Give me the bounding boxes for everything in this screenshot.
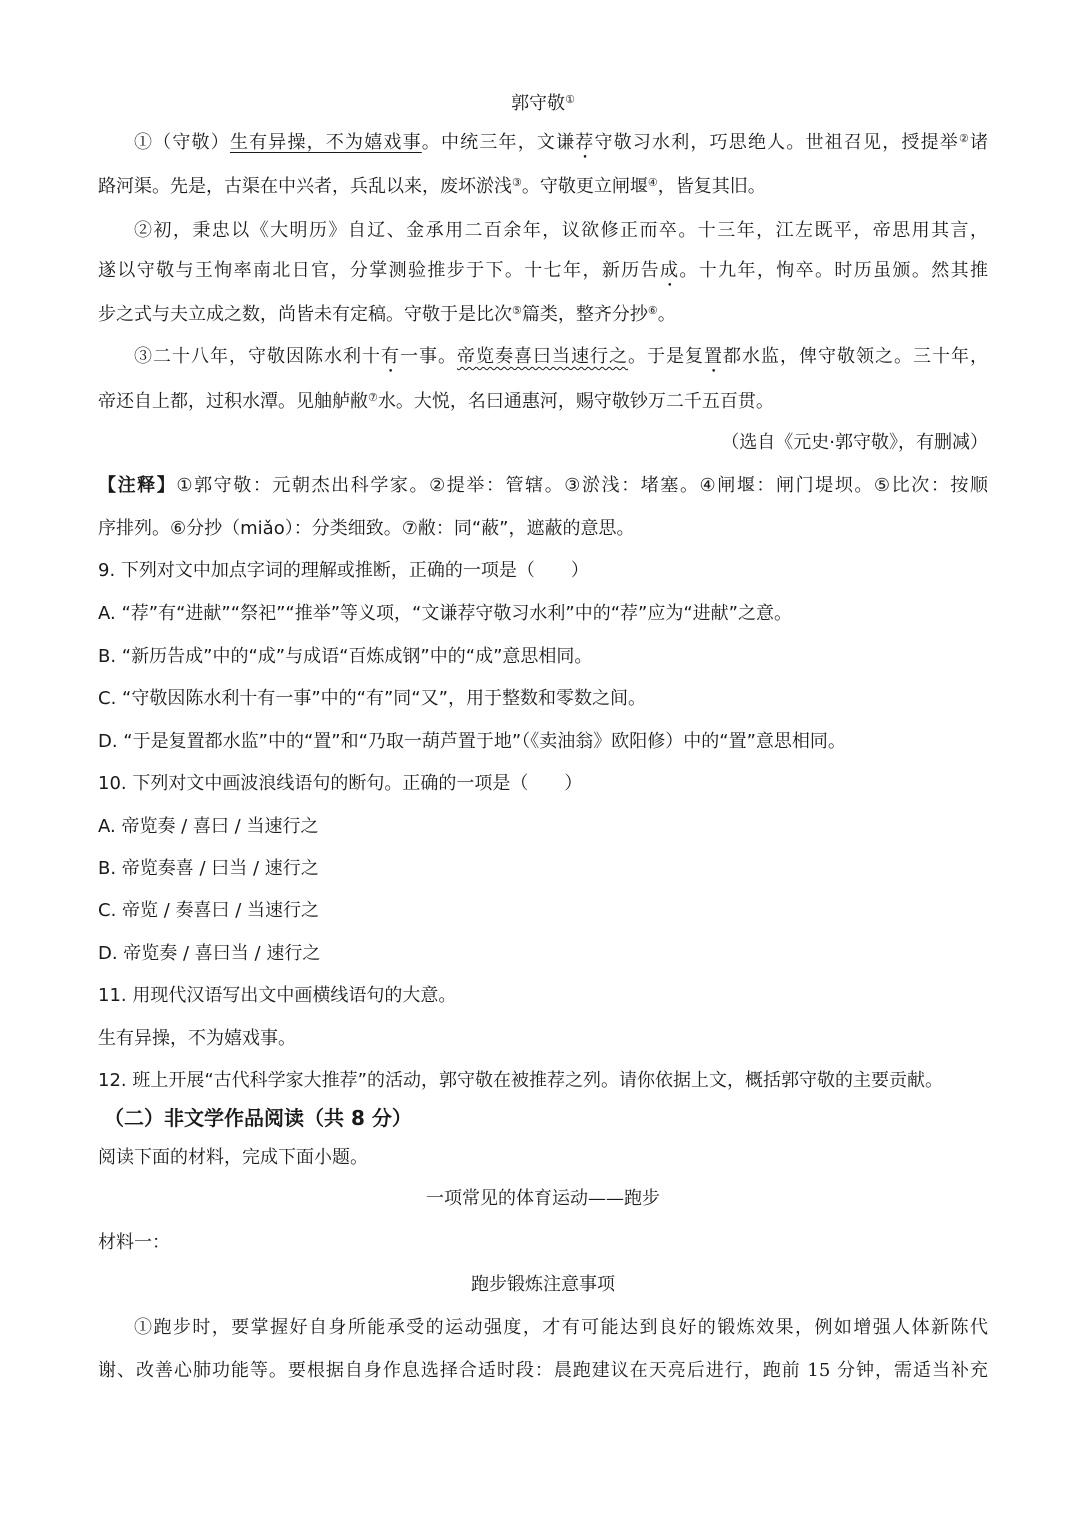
classical-p3-line1: ③二十八年，守敬因陈水利十有一事。帝览奏喜曰当速行之。于是复置都水监，俾守敬领之。三十年， xyxy=(134,346,988,367)
dotted-char: 荐 xyxy=(575,132,595,153)
question-10-option-b: B. 帝览奏喜 / 曰当 / 速行之 xyxy=(98,858,319,879)
article-title: 一项常见的体育运动——跑步 xyxy=(426,1188,660,1209)
question-10-option-a: A. 帝览奏 / 喜曰 / 当速行之 xyxy=(98,816,319,837)
classical-p1-line1: ①（守敬）生有异操，不为嬉戏事。中统三年，文谦荐守敬习水利，巧思绝人。世祖召见，授提举②诸 xyxy=(134,132,989,153)
question-9-stem: 9. 下列对文中加点字词的理解或推断，正确的一项是（ ） xyxy=(98,560,589,581)
question-10-stem: 10. 下列对文中画波浪线语句的断句。正确的一项是（ ） xyxy=(98,773,583,794)
material-label: 材料一： xyxy=(98,1232,170,1253)
classical-p2-line3: 步之式与夫立成之数，尚皆未有定稿。守敬于是比次⑤篇类，整齐分抄⑥。 xyxy=(98,304,676,325)
wavy-sentence: 帝览奏喜曰当速行之 xyxy=(457,346,628,367)
source-citation: （选自《元史·郭守敬》，有删减） xyxy=(721,432,988,453)
classical-p3-line2: 帝还自上都，过积水潭。见舳舻敝⑦水。大悦，名曰通惠河，赐守敬钞万二千五百贯。 xyxy=(98,391,774,412)
question-12-stem: 12. 班上开展“古代科学家大推荐”的活动，郭守敬在被推荐之列。请你依据上文，概括郭守敬的主要贡献。 xyxy=(98,1070,943,1091)
material-line1: ①跑步时，要掌握好自身所能承受的运动强度，才有可能达到良好的锻炼效果，例如增强人体新陈代 xyxy=(134,1317,988,1338)
underlined-sentence: 生有异操，不为嬉戏事 xyxy=(229,132,422,153)
section-2-instruction: 阅读下面的材料，完成下面小题。 xyxy=(98,1147,368,1168)
material-line2: 谢、改善心肺功能等。要根据自身作息选择合适时段：晨跑建议在天亮后进行，跑前 15 分钟，需适当补充 xyxy=(98,1360,988,1381)
question-9-option-b: B. “新历告成”中的“成”与成语“百炼成钢”中的“成”意思相同。 xyxy=(98,646,593,667)
classical-title: 郭守敬① xyxy=(511,93,575,114)
annotation-line2: 序排列。⑥分抄（miǎo）：分类细致。⑦敝：同“蔽”，遮蔽的意思。 xyxy=(98,518,635,539)
material-title: 跑步锻炼注意事项 xyxy=(471,1274,615,1295)
question-9-option-d: D. “于是复置都水监”中的“置”和“乃取一葫芦置于地”（《卖油翁》欧阳修）中的“置”意思相同。 xyxy=(98,731,846,752)
question-11-sentence: 生有异操，不为嬉戏事。 xyxy=(98,1028,296,1049)
question-11-stem: 11. 用现代汉语写出文中画横线语句的大意。 xyxy=(98,985,457,1006)
dotted-char: 置 xyxy=(704,346,723,367)
question-10-option-c: C. 帝览 / 奏喜曰 / 当速行之 xyxy=(98,900,320,921)
annotation-line1: 【注释】①郭守敬：元朝杰出科学家。②提举：管辖。③淤浅：堵塞。④闸堰：闸门堤坝。⑤比次：按顺 xyxy=(98,475,988,496)
section-2-heading: （二）非文学作品阅读（共 8 分） xyxy=(104,1106,412,1130)
annotation-label: 【注释】 xyxy=(98,475,177,496)
question-10-option-d: D. 帝览奏 / 喜曰当 / 速行之 xyxy=(98,943,321,964)
classical-p1-line2: 路河渠。先是，古渠在中兴者，兵乱以来，废坏淤浅③。守敬更立闸堰④，皆复其旧。 xyxy=(98,176,766,197)
classical-p2-line1: ②初，秉忠以《大明历》自辽、金承用二百余年，议欲修正而卒。十三年，江左既平，帝思用其言， xyxy=(134,220,988,241)
dotted-char: 有 xyxy=(381,346,400,367)
classical-p2-line2: 遂以守敬与王恂率南北日官，分掌测验推步于下。十七年，新历告成。十九年，恂卒。时历虽颁。然其推 xyxy=(98,260,989,281)
question-9-option-a: A. “荐”有“进献”“祭祀”“推举”等义项，“文谦荐守敬习水利”中的“荐”应为“进献”之意。 xyxy=(98,603,792,624)
question-9-option-c: C. “守敬因陈水利十有一事”中的“有”同“又”，用于整数和零数之间。 xyxy=(98,688,646,709)
dotted-char: 成 xyxy=(659,260,680,281)
